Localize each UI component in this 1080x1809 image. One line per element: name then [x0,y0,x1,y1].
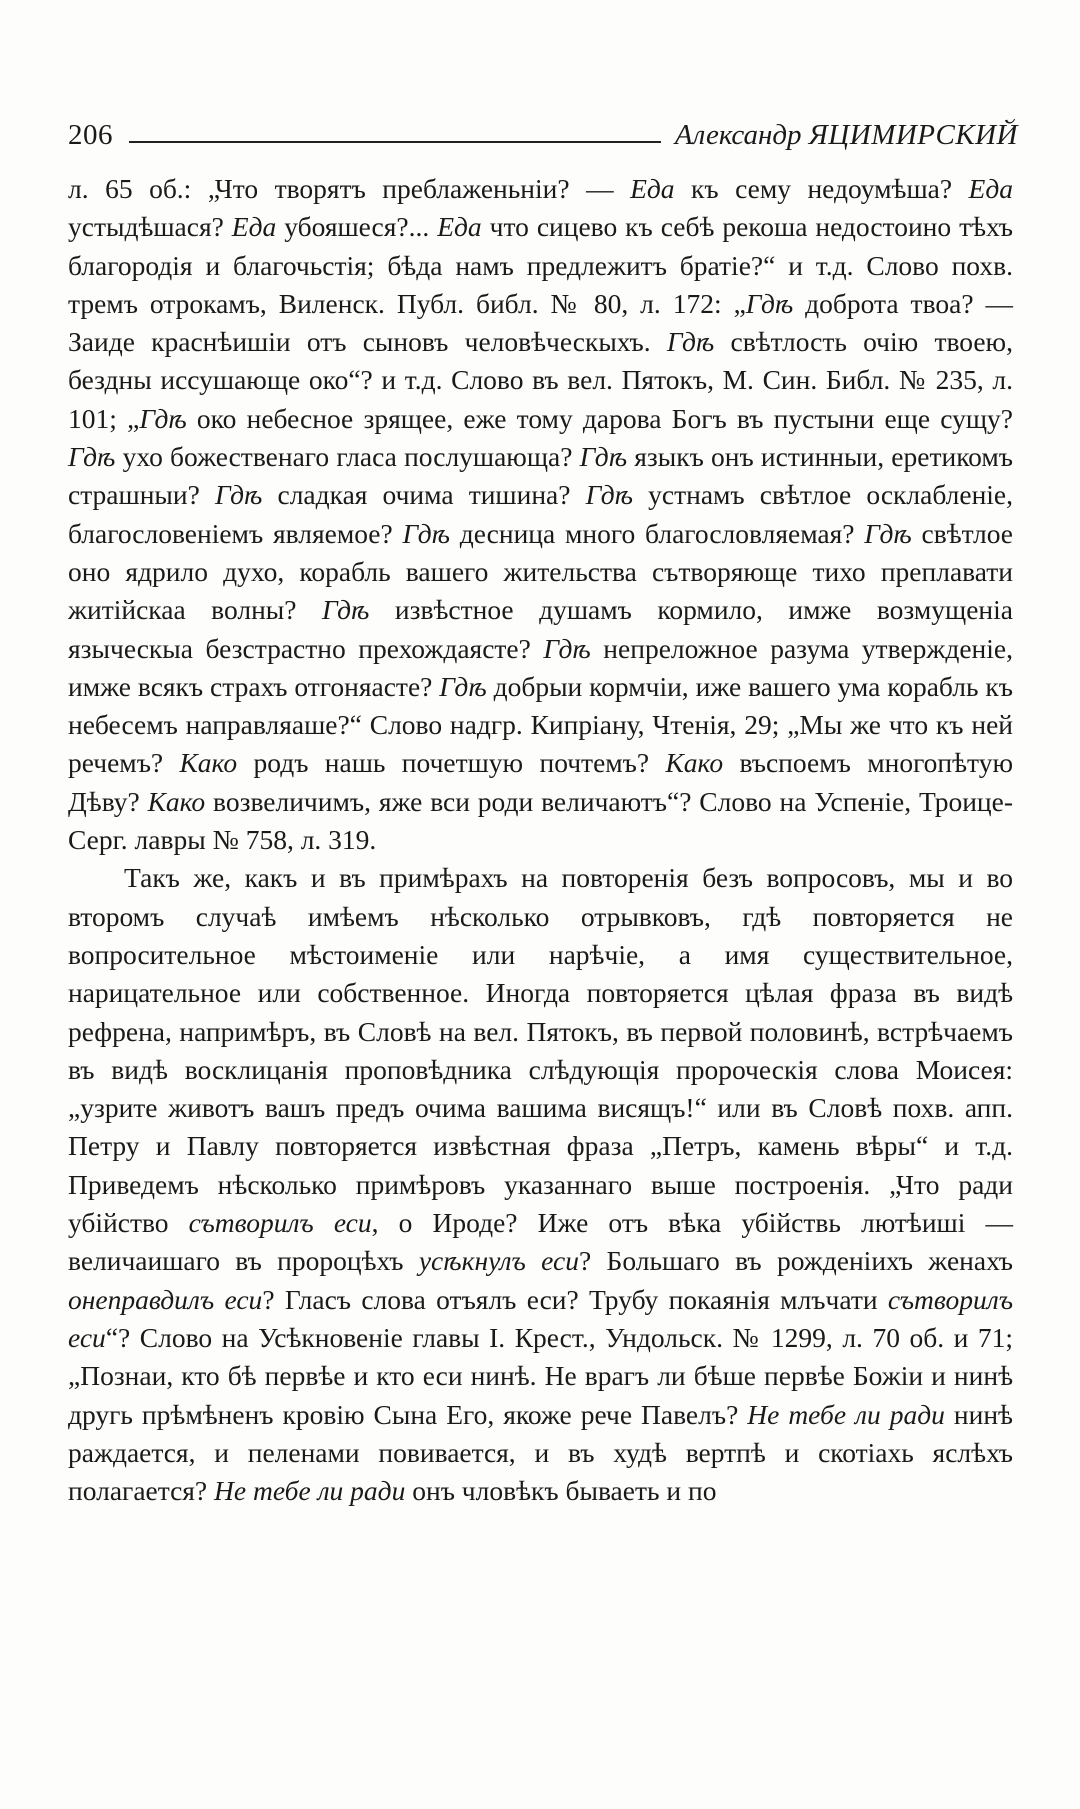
italic-text: Како [665,747,724,779]
text-run: Такъ же, какъ и въ примѣрахъ на повторенія безъ вопросовъ, мы и во второмъ случаѣ имѣемъ нѣсколько отрывковъ, гдѣ повторяется не вопросительное мѣстоименіе или нарѣчіе, а имя существительное, нарицательное или собственное. Иногда повторяется цѣлая фраза въ видѣ рефрена, напримѣръ, въ Словѣ на вел. Пятокъ, въ первой половинѣ, встрѣчаемъ въ видѣ восклицанія проповѣдника слѣдующія пророческія слова Моисея: „узрите животъ вашъ предъ очима вашима висящъ!“ или въ Словѣ похв. апп. Петру и Павлу повторяется извѣстная фраза „Петръ, камень вѣры“ и т.д. Приведемъ нѣсколько примѣровъ указаннаго выше построенія. „Что ради убійство [68,862,1013,1239]
text-run: устнамъ свѣтлое осклабленіе, благословеніемъ являемое? [68,479,1014,549]
italic-text: Еда [437,211,482,243]
text-run: свѣтлость очію твоею, бездны иссушающе око“? и т.д. Слово въ вел. Пятокъ, М. Син. Библ. № 235, л. 101; „ [68,326,1013,434]
author-last-name: ЯЦИМИРСКИЙ [808,119,1018,151]
text-run: свѣтлое оно ядрило духо, корабль вашего жительства сътворяюще тихо преплавати житійскаа волны? [68,517,1013,626]
italic-text: Гдѣ [745,287,794,319]
italic-text: Еда [231,211,277,243]
text-run: “? Слово на Усѣкновеніе главы I. Крест., Ундольск. № 1299, л. 70 об. и 71; „Познаи, кто бѣ первѣе и кто еси нинѣ. Не врагъ ли бѣше первѣе Божіи и нинѣ другь прѣмѣненъ кровію Сына Его, якоже рече Павелъ? [68,1321,1013,1430]
text-run: къ сему недоумѣша? [674,173,969,204]
italic-text: сътворилъ еси [188,1207,372,1239]
text-run: сладкая очима тишина? [262,479,586,511]
paragraph [68,859,1013,1510]
text-run: добрыи кормчіи, иже вашего ума корабль къ небесемъ направляаше?“ Слово надгр. Кипріану, Чтенія, 29; „Мы же что къ ней речемъ? [68,670,1013,779]
text-run: око небесное зрящее, еже тому дарова Богъ въ пустыни еще сущу? [186,402,1013,434]
italic-text: Гдѣ [543,632,591,664]
paragraph [68,170,1013,859]
page-header [68,112,1018,152]
italic-text: Не тебе ли ради [214,1475,406,1507]
text-run: извѣстное душамъ кормило, имже возмущеніа языческыа безстрастно прехождаясте? [68,594,1013,664]
italic-text: Гдѣ [321,594,370,626]
page-number: 206 [68,119,113,151]
italic-text: Како [147,785,206,817]
text-run: доброта твоа? — Заиде краснѣишіи отъ сыновъ человѣческыхъ. [68,287,1013,358]
italic-text: Гдѣ [666,326,715,358]
italic-text: онеправдилъ еси [68,1283,263,1315]
italic-text: усѣкнулъ еси [418,1245,579,1277]
italic-text: Гдѣ [139,402,187,434]
italic-text: Гдѣ [402,517,450,549]
text-run: что сицево къ себѣ рекоша недостоино тѣхъ благородія и благочьстія; бѣда намъ предлежитъ братіе?“ и т.д. Слово похв. тремъ отрокамъ, Виленск. Публ. библ. № 80, л. 172: „ [68,211,1013,319]
italic-text: Еда [968,173,1013,204]
author-first-name: Александр [674,119,802,151]
text-run: ? Гласъ слова отъялъ еси? Трубу покаянія млъчати [262,1283,888,1315]
text-run: въспоемъ многопѣтую Дѣву? [68,747,1014,817]
italic-text: Гдѣ [214,479,263,511]
italic-text: Еда [630,173,675,204]
text-run: , о Ироде? Иже отъ вѣка убійствь лютѣиші — величаишаго въ пророцѣхъ [68,1207,1013,1277]
text-run: непреложное разума утвержденіе, имже всякъ страхъ отгоняасте? [68,632,1013,702]
italic-text: Гдѣ [68,441,116,473]
text-run: убояшеся?... [276,211,438,243]
text-run: ? Большаго въ рожденіихъ женахъ [578,1245,1013,1277]
italic-text: сътворилъ еси [68,1283,1013,1353]
italic-text: Гдѣ [439,670,487,702]
italic-text: Гдѣ [585,479,633,511]
text-run: л. 65 об.: „Что творятъ преблаженьніи? — [68,173,631,204]
header-rule [129,141,661,143]
text-run: языкъ онъ истинныи, еретикомъ страшныи? [68,441,1014,511]
italic-text: Гдѣ [864,517,912,549]
text-run: устыдѣшася? [68,211,232,243]
text-run: родъ нашь почетшую почтемъ? [237,747,666,779]
text-run: десница много благословляемая? [449,517,865,549]
italic-text: Не тебе ли ради [747,1398,945,1430]
text-run: онъ чловѣкъ бываеть и по [405,1475,717,1507]
text-run: возвеличимъ, яже вси роди величаютъ“? Слово на Успеніе, Троице-Серг. лавры № 758, л. 319. [68,785,1013,856]
text-run: нинѣ раждается, и пеленами повивается, и въ худѣ вертпѣ и скотіахь яслѣхъ полагается? [68,1398,1013,1507]
italic-text: Како [179,747,238,779]
text-run: ухо божественаго гласа послушающа? [115,441,580,473]
italic-text: Гдѣ [579,441,628,473]
body-text [68,170,1013,1510]
running-head [675,119,1018,152]
